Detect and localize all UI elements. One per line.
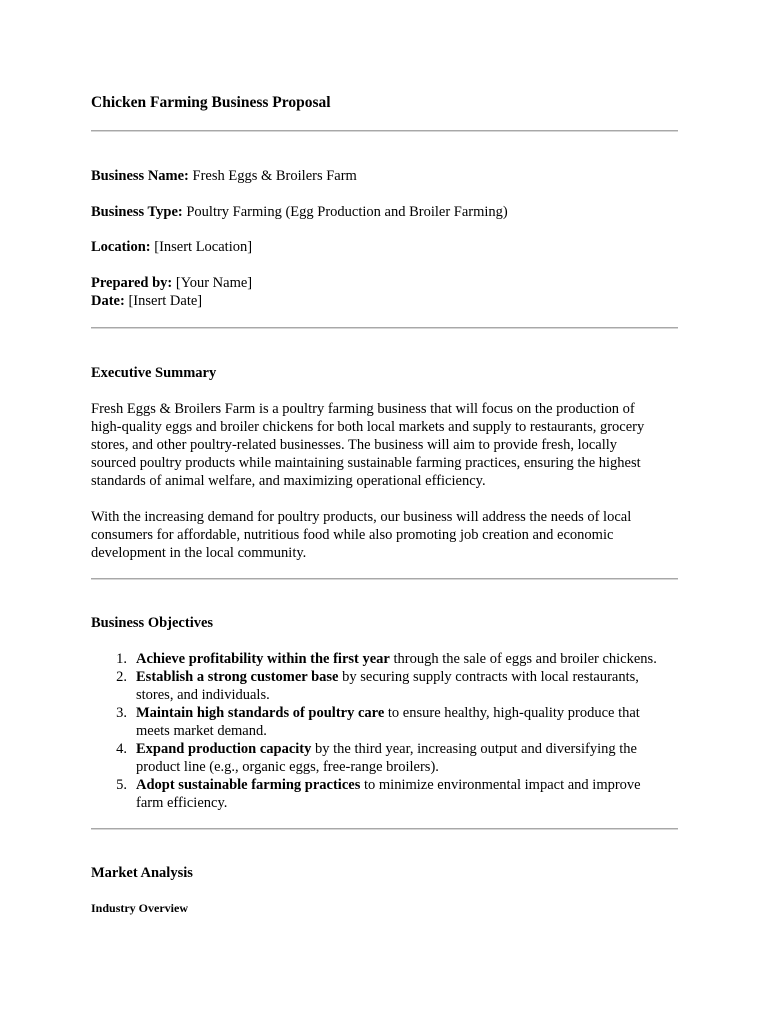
list-item-number: 5. [116, 777, 127, 793]
list-item [91, 740, 681, 776]
horizontal-rule [91, 578, 678, 580]
text-line: standards of animal welfare, and maximizing operational efficiency. [91, 473, 486, 489]
executive-summary-heading: Executive Summary [91, 365, 217, 381]
list-item-emphasis: Adopt sustainable farming practices [136, 777, 361, 793]
date-line [91, 292, 202, 310]
list-item-text: farm efficiency. [136, 795, 228, 811]
location-value: [Insert Location] [150, 239, 253, 255]
text-line: Fresh Eggs & Broilers Farm is a poultry farming business that will focus on the production of [91, 401, 635, 417]
list-item-emphasis: Establish a strong customer base [136, 669, 339, 685]
document-title: Chicken Farming Business Proposal [91, 94, 331, 111]
list-item [91, 668, 681, 704]
text-line: consumers for affordable, nutritious food while also promoting job creation and economic [91, 527, 614, 543]
business-name-value: Fresh Eggs & Broilers Farm [188, 168, 357, 184]
list-item [91, 650, 681, 668]
prepared-by-label: Prepared by: [91, 275, 173, 291]
business-type-value: Poultry Farming (Egg Production and Broiler Farming) [182, 204, 508, 220]
list-item-text: by the third year, increasing output and diversifying the [311, 741, 637, 757]
text-line: With the increasing demand for poultry products, our business will address the needs of local [91, 509, 632, 525]
list-item [91, 776, 681, 812]
horizontal-rule [91, 828, 678, 830]
text-line: sourced poultry products while maintaining sustainable farming practices, ensuring the highest [91, 455, 641, 471]
text-line: high-quality eggs and broiler chickens for both local markets and supply to restaurants, grocery [91, 419, 645, 435]
text-line: stores, and other poultry-related businesses. The business will aim to provide fresh, locally [91, 437, 618, 453]
list-item-text: to ensure healthy, high-quality produce that [384, 705, 640, 721]
business-name-line [91, 167, 357, 185]
market-analysis-heading: Market Analysis [91, 865, 193, 881]
horizontal-rule [91, 130, 678, 132]
list-item [91, 704, 681, 740]
list-item-emphasis: Expand production capacity [136, 741, 312, 757]
prepared-by-line [91, 274, 252, 292]
date-value: [Insert Date] [124, 293, 203, 309]
text-line: development in the local community. [91, 545, 307, 561]
location-line [91, 238, 252, 256]
prepared-by-value: [Your Name] [172, 275, 253, 291]
date-label: Date: [91, 293, 125, 309]
list-item-text: through the sale of eggs and broiler chickens. [389, 651, 657, 667]
horizontal-rule [91, 327, 678, 329]
list-item-number: 1. [116, 651, 127, 667]
business-type-line [91, 203, 508, 221]
industry-overview-subheading: Industry Overview [91, 901, 188, 915]
list-item-emphasis: Maintain high standards of poultry care [136, 705, 385, 721]
executive-summary-paragraph-2 [91, 508, 679, 562]
list-item-text: meets market demand. [136, 723, 267, 739]
list-item-text: stores, and individuals. [136, 687, 270, 703]
list-item-number: 3. [116, 705, 127, 721]
executive-summary-paragraph-1 [91, 400, 679, 490]
business-type-label: Business Type: [91, 204, 183, 220]
list-item-number: 4. [116, 741, 127, 757]
list-item-text: to minimize environmental impact and improve [360, 777, 641, 793]
list-item-text: product line (e.g., organic eggs, free-range broilers). [136, 759, 439, 775]
business-objectives-heading: Business Objectives [91, 615, 214, 631]
business-name-label: Business Name: [91, 168, 189, 184]
location-label: Location: [91, 239, 151, 255]
list-item-text: by securing supply contracts with local restaurants, [338, 669, 639, 685]
list-item-number: 2. [116, 669, 127, 685]
list-item-emphasis: Achieve profitability within the first year [136, 651, 390, 667]
objectives-list [91, 650, 681, 812]
